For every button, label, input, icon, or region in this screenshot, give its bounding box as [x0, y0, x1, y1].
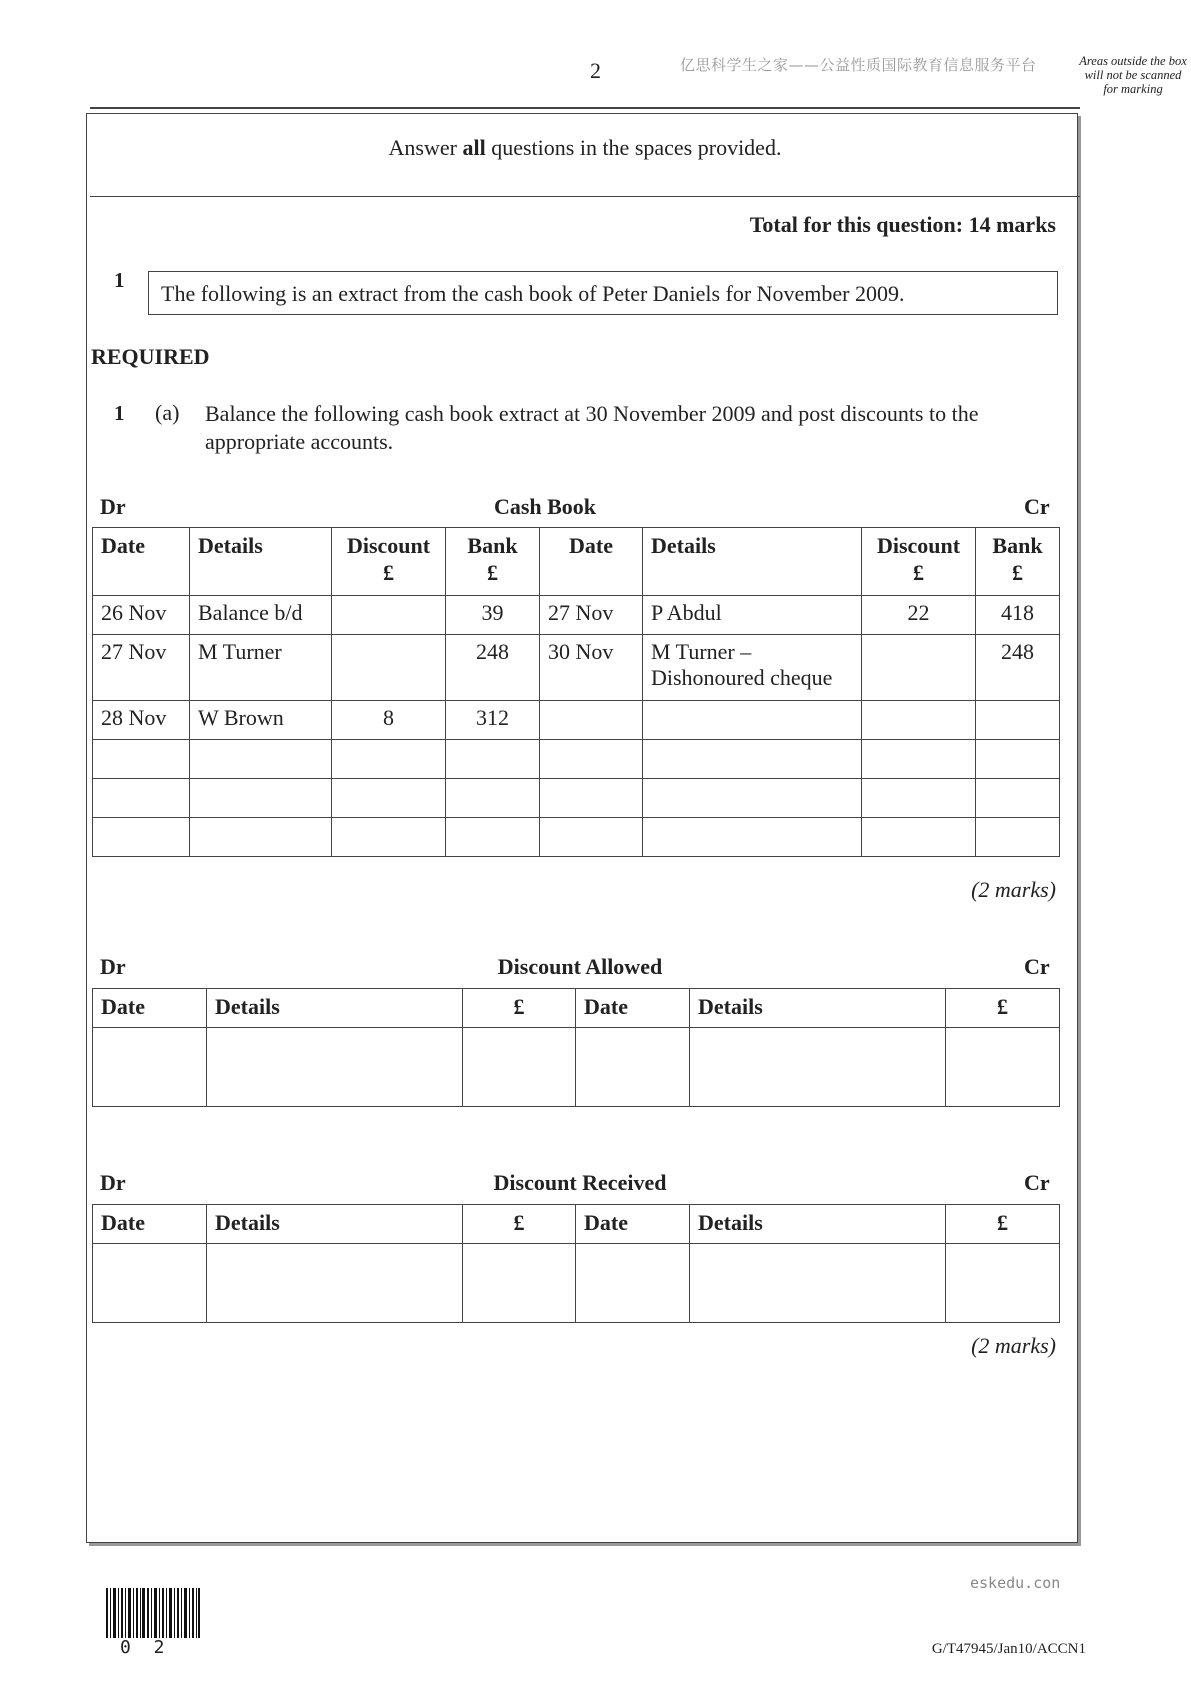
col-dr-details: Details: [207, 989, 463, 1028]
cell-dr-details: M Turner: [190, 635, 332, 701]
cell-dr-discount: [332, 635, 446, 701]
cell-cr-date: 30 Nov: [540, 635, 643, 701]
col-dr-amount: £: [463, 989, 576, 1028]
col-cr-date: Date: [576, 1205, 690, 1244]
margin-note: Areas outside the box will not be scanned for marking: [1079, 54, 1187, 96]
col-cr-details: Details: [690, 1205, 946, 1244]
answer-cell[interactable]: [862, 818, 976, 857]
discount-allowed-header-row: [93, 989, 1060, 1028]
col-cr-bank-currency: £: [1012, 560, 1023, 585]
cell-dr-date: 26 Nov: [93, 596, 190, 635]
empty-answer-row: [93, 740, 1060, 779]
instructions-divider: [90, 196, 1080, 197]
col-cr-details: Details: [643, 528, 862, 596]
table-row: [93, 635, 1060, 701]
answer-cell[interactable]: [332, 740, 446, 779]
page-number: 2: [590, 58, 601, 83]
empty-answer-row: [93, 818, 1060, 857]
answer-cell[interactable]: [93, 1244, 207, 1323]
cell-dr-bank: 248: [446, 635, 540, 701]
answer-cell[interactable]: [446, 818, 540, 857]
instructions-bold: all: [462, 135, 486, 160]
empty-answer-row: [93, 1244, 1060, 1323]
cell-dr-bank: 39: [446, 596, 540, 635]
col-dr-bank: [446, 528, 540, 596]
answer-cell[interactable]: [207, 1244, 463, 1323]
part-text: Balance the following cash book extract at 30 November 2009 and post discounts to the appropriate accounts.: [205, 401, 979, 454]
answer-cell[interactable]: [190, 740, 332, 779]
col-cr-amount: £: [946, 1205, 1060, 1244]
answer-cell[interactable]: [540, 779, 643, 818]
col-cr-details: Details: [690, 989, 946, 1028]
answer-cell[interactable]: [93, 1028, 207, 1107]
cell-dr-discount: [332, 596, 446, 635]
instructions-prefix: Answer: [388, 135, 463, 160]
answer-cell[interactable]: [643, 818, 862, 857]
answer-cell[interactable]: [463, 1244, 576, 1323]
barcode-number: 0 2: [120, 1637, 171, 1658]
table-row: [93, 596, 1060, 635]
paper-code: G/T47945/Jan10/ACCN1: [931, 1641, 1086, 1657]
col-cr-date: Date: [540, 528, 643, 596]
cash-book-header-row: [93, 528, 1060, 596]
col-cr-discount-label: Discount: [876, 533, 961, 558]
cell-dr-date: 27 Nov: [93, 635, 190, 701]
col-dr-date: Date: [93, 989, 207, 1028]
cell-cr-bank: [976, 701, 1060, 740]
cell-dr-discount: 8: [332, 701, 446, 740]
answer-cell[interactable]: [976, 740, 1060, 779]
answer-cell[interactable]: [540, 818, 643, 857]
answer-cell[interactable]: [190, 779, 332, 818]
cell-cr-discount: 22: [862, 596, 976, 635]
cell-cr-discount: [862, 635, 976, 701]
cell-cr-details-line1: M Turner –: [651, 639, 752, 664]
answer-cell[interactable]: [446, 740, 540, 779]
answer-cell[interactable]: [463, 1028, 576, 1107]
cell-dr-bank: 312: [446, 701, 540, 740]
empty-answer-row: [93, 779, 1060, 818]
part-label: (a): [155, 400, 180, 425]
answer-cell[interactable]: [576, 1028, 690, 1107]
answer-cell[interactable]: [690, 1028, 946, 1107]
discount-allowed-table: [92, 988, 1060, 1107]
cell-cr-bank: 418: [976, 596, 1060, 635]
col-cr-bank: [976, 528, 1060, 596]
cash-book-table: [92, 527, 1060, 857]
col-dr-discount-label: Discount: [346, 533, 431, 558]
cash-book-cr: Cr: [1024, 494, 1050, 519]
answer-cell[interactable]: [93, 818, 190, 857]
table-row: [93, 701, 1060, 740]
empty-answer-row: [93, 1028, 1060, 1107]
answer-cell[interactable]: [976, 818, 1060, 857]
marks-a2: (2 marks): [971, 1333, 1056, 1358]
col-dr-details: Details: [190, 528, 332, 596]
cell-cr-date: [540, 701, 643, 740]
answer-cell[interactable]: [576, 1244, 690, 1323]
col-dr-details: Details: [207, 1205, 463, 1244]
question-intro: The following is an extract from the cash book of Peter Daniels for November 2009.: [148, 271, 1058, 315]
site-watermark: eskedu.con: [970, 1574, 1061, 1592]
answer-cell[interactable]: [446, 779, 540, 818]
cell-cr-date: 27 Nov: [540, 596, 643, 635]
answer-cell[interactable]: [540, 740, 643, 779]
col-dr-bank-currency: £: [487, 560, 498, 585]
cell-cr-details: [643, 635, 862, 701]
answer-cell[interactable]: [643, 740, 862, 779]
col-cr-date: Date: [576, 989, 690, 1028]
answer-cell[interactable]: [946, 1028, 1060, 1107]
cash-book-title: Cash Book: [493, 494, 597, 519]
total-marks: Total for this question: 14 marks: [749, 212, 1056, 237]
required-heading: REQUIRED: [91, 344, 210, 369]
cell-cr-details: [643, 701, 862, 740]
answer-cell[interactable]: [93, 779, 190, 818]
col-cr-discount-currency: £: [913, 560, 924, 585]
answer-cell[interactable]: [862, 779, 976, 818]
answer-cell[interactable]: [690, 1244, 946, 1323]
answer-cell[interactable]: [976, 779, 1060, 818]
col-cr-discount: [862, 528, 976, 596]
cell-cr-discount: [862, 701, 976, 740]
answer-cell[interactable]: [93, 740, 190, 779]
barcode-icon: [106, 1588, 200, 1638]
discount-received-header-row: [93, 1205, 1060, 1244]
answer-cell[interactable]: [862, 740, 976, 779]
discount-allowed-dr: Dr: [100, 954, 126, 979]
cell-dr-date: 28 Nov: [93, 701, 190, 740]
instructions-suffix: questions in the spaces provided.: [485, 135, 782, 160]
discount-allowed-title: Discount Allowed: [497, 954, 663, 979]
discount-received-table: [92, 1204, 1060, 1323]
col-dr-date: Date: [93, 528, 190, 596]
col-dr-discount-currency: £: [383, 560, 394, 585]
discount-received-dr: Dr: [100, 1170, 126, 1195]
cell-dr-details: Balance b/d: [190, 596, 332, 635]
watermark: 亿思科学生之家——公益性质国际教育信息服务平台: [680, 56, 1037, 74]
col-cr-amount: £: [946, 989, 1060, 1028]
discount-received-cr: Cr: [1024, 1170, 1050, 1195]
discount-allowed-cr: Cr: [1024, 954, 1050, 979]
answer-cell[interactable]: [643, 779, 862, 818]
col-dr-date: Date: [93, 1205, 207, 1244]
cell-cr-bank: 248: [976, 635, 1060, 701]
instructions: [90, 135, 1080, 161]
cash-book-dr: Dr: [100, 494, 126, 519]
answer-cell[interactable]: [190, 818, 332, 857]
top-rule: [90, 107, 1080, 109]
answer-cell[interactable]: [207, 1028, 463, 1107]
answer-cell[interactable]: [332, 818, 446, 857]
cell-cr-details-line2: Dishonoured cheque: [651, 665, 833, 690]
question-number: 1: [114, 268, 125, 292]
col-dr-bank-label: Bank: [467, 533, 518, 558]
col-cr-bank-label: Bank: [992, 533, 1043, 558]
answer-cell[interactable]: [332, 779, 446, 818]
col-dr-discount: [332, 528, 446, 596]
col-dr-amount: £: [463, 1205, 576, 1244]
cell-dr-details: W Brown: [190, 701, 332, 740]
marks-a1: (2 marks): [971, 877, 1056, 902]
part-number: 1: [114, 401, 125, 425]
answer-cell[interactable]: [946, 1244, 1060, 1323]
discount-received-title: Discount Received: [493, 1170, 667, 1195]
cell-cr-details: P Abdul: [643, 596, 862, 635]
